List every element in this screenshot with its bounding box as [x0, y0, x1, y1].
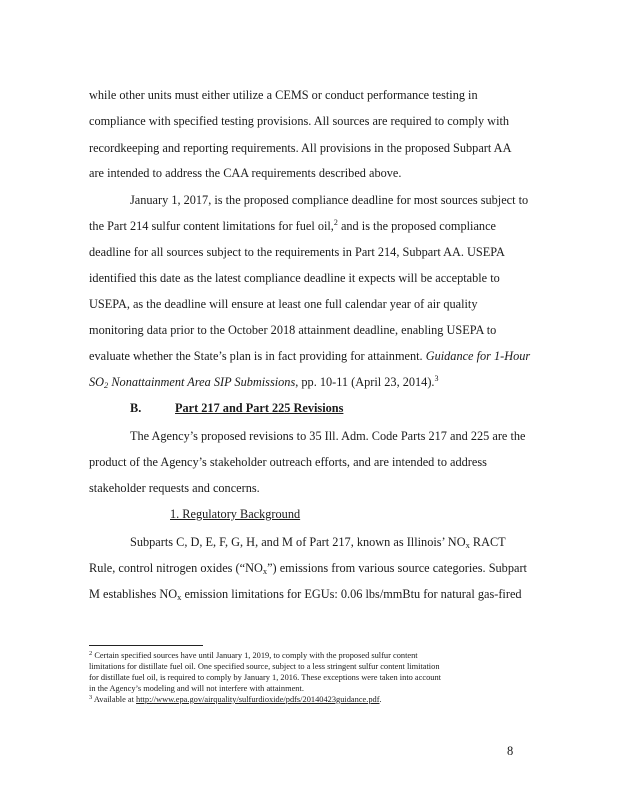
body-line: while other units must either utilize a CEMS or conduct performance testing in — [89, 88, 478, 102]
citation-title: $SO_2$ Nonattainment Area SIP Submissions — [89, 375, 296, 390]
footnote-divider — [89, 645, 203, 646]
body-line: evaluate whether the State’s plan is in fact providing for attainment. Guidance for 1-Hour — [89, 349, 531, 363]
footnote-line: for distillate fuel oil, is required to comply by January 1, 2016. These exceptions were taken into account — [89, 673, 441, 682]
body-line: Rule, control nitrogen oxides $(“NO_x”)$ emissions from various source categories. Subpart — [89, 561, 527, 576]
footnote-line: limitations for distillate fuel oil. One specified source, subject to a less stringent sulfur content limitation — [89, 662, 440, 671]
section-heading — [130, 401, 344, 416]
body-line: The Agency’s proposed revisions to 35 Ill. Adm. Code Parts 217 and 225 are the — [130, 429, 526, 443]
body-line: monitoring data prior to the October 2018 attainment deadline, enabling USEPA to — [89, 323, 497, 337]
body-line: M establishes $NO_x$ emission limitations for EGUs: 0.06 lbs/mmBtu for natural gas-fired — [89, 587, 522, 602]
body-line: recordkeeping and reporting requirements. All provisions in the proposed Subpart AA — [89, 141, 512, 155]
footnote-link[interactable]: http://www.epa.gov/airquality/sulfurdioxide/pdfs/20140423guidance.pdf — [136, 695, 380, 704]
citation-title: Guidance for 1-Hour — [425, 349, 531, 363]
body-line: compliance with specified testing provisions. All sources are required to comply with — [89, 114, 510, 128]
footnote-ref: 2 — [333, 218, 338, 227]
subsection-heading: 1. Regulatory Background — [170, 507, 301, 521]
body-line: the Part 214 sulfur content limitations for fuel oil,$^2$ and is the proposed compliance — [89, 218, 496, 233]
section-title: Part 217 and Part 225 Revisions — [175, 401, 344, 415]
body-line: deadline for all sources subject to the requirements in Part 214, Subpart AA. USEPA — [89, 245, 505, 259]
body-line: January 1, 2017, is the proposed compliance deadline for most sources subject to — [130, 193, 529, 207]
footnote-line: $^3$ Available at http://www.epa.gov/airquality/sulfurdioxide/pdfs/20140423guidance.pdf. — [89, 694, 382, 704]
footnote-ref: 3 — [434, 374, 439, 383]
footnote-line: $^2$ Certain specified sources have until January 1, 2019, to comply with the proposed sulfur content — [89, 650, 418, 660]
body-line: Subparts C, D, E, F, G, H, and M of Part 217, known as Illinois’ $NO_x$ RACT — [130, 535, 506, 550]
page-number: 8 — [507, 744, 514, 758]
footnote-line: in the Agency’s modeling and will not interfere with attainment. — [89, 684, 304, 693]
body-line: product of the Agency’s stakeholder outreach efforts, and are intended to address — [89, 455, 487, 469]
body-line: are intended to address the CAA requirements described above. — [89, 166, 402, 180]
body-line: identified this date as the latest compliance deadline it expects will be acceptable to — [89, 271, 500, 285]
footnote-mark: 2 — [89, 650, 93, 657]
body-line: stakeholder requests and concerns. — [89, 481, 260, 495]
body-line: USEPA, as the deadline will ensure at least one full calendar year of air quality — [89, 297, 478, 311]
footnote-mark: 3 — [89, 694, 93, 701]
body-line: $SO_2$ Nonattainment Area SIP Submissions, pp. 10-11 (April 23, 2014).$^3$ — [89, 374, 439, 390]
section-letter: B. — [130, 401, 142, 415]
